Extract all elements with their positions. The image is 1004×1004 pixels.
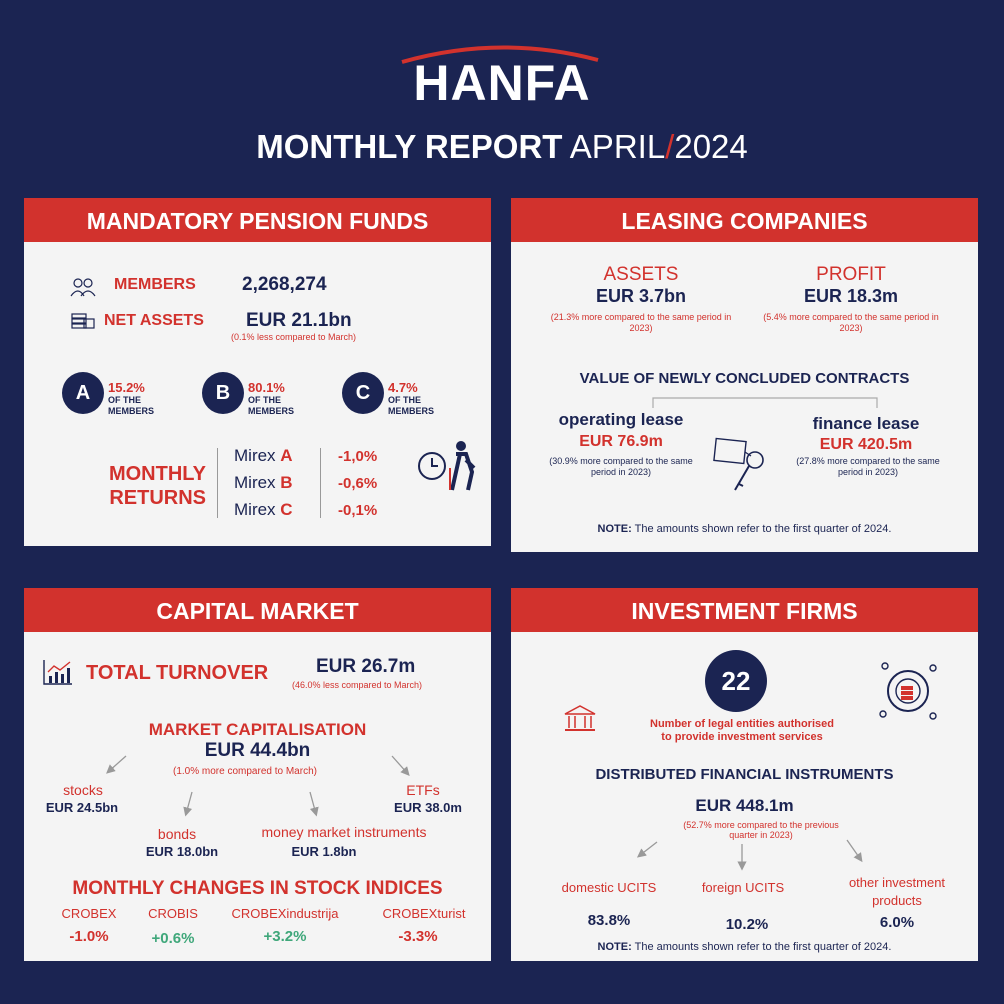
leasing-profit-value: EUR 18.3m [803, 286, 899, 306]
coins-icon [70, 310, 96, 332]
finance-lease-note: (27.8% more compared to the same period in 2023) [796, 456, 940, 477]
capital-panel [24, 588, 491, 961]
members-icon [70, 276, 96, 298]
index-crobis-value: +0.6% [151, 930, 195, 947]
mmi-value: EUR 1.8bn [291, 844, 357, 859]
returns-divider-right [320, 448, 321, 518]
returns-label-line1: MONTHLY [108, 463, 206, 485]
monthly-returns-label [96, 462, 206, 510]
members-label: MEMBERS [114, 276, 196, 293]
finance-lease-value: EUR 420.5m [819, 436, 913, 453]
operating-lease-value: EUR 76.9m [579, 433, 663, 450]
fund-c-badge: C [342, 372, 384, 414]
foreign-ucits-label: foreign UCITS [701, 880, 785, 895]
fund-b-label2: MEMBERS [248, 406, 295, 416]
mirex-c-value: -0,1% [338, 502, 378, 519]
leasing-note: NOTE: The amounts shown refer to the first quarter of 2024. [597, 523, 892, 535]
fund-b-share [248, 380, 294, 417]
dist-note: (52.7% more compared to the previous quarter in 2023) [683, 820, 839, 840]
mcap-note: (1.0% more compared to March) [173, 766, 317, 777]
index-crobexindustrija-value: +3.2% [263, 928, 307, 945]
fund-b-badge: B [202, 372, 244, 414]
mcap-value: EUR 44.4bn [204, 740, 311, 761]
pension-panel [24, 198, 491, 546]
leasing-header: LEASING COMPANIES [511, 198, 978, 242]
fund-c-pct: 4.7% [388, 380, 418, 395]
elderly-clock-icon [416, 438, 480, 494]
leasing-assets-note: (21.3% more compared to the same period in 2023) [550, 312, 732, 333]
operating-lease-label: operating lease [558, 410, 684, 429]
foreign-ucits-value: 10.2% [725, 916, 769, 933]
leasing-panel [511, 198, 978, 552]
pension-header: MANDATORY PENSION FUNDS [24, 198, 491, 242]
net-assets-value: EUR 21.1bn [246, 310, 352, 331]
index-crobexindustrija-name: CROBEXindustrija [231, 906, 339, 921]
logo-text: HANFA [413, 55, 591, 111]
leasing-profit-label: PROFIT [816, 264, 886, 285]
investment-panel [511, 588, 978, 961]
title-separator: / [665, 128, 675, 165]
mirex-b-value: -0,6% [338, 475, 378, 492]
mirex-a: Mirex A [234, 446, 293, 465]
mirex-c: Mirex C [234, 500, 293, 519]
investment-note: NOTE: The amounts shown refer to the first quarter of 2024. [597, 941, 892, 953]
fund-b-label1: OF THE [248, 395, 281, 405]
stocks-value: EUR 24.5bn [45, 800, 119, 815]
fund-c-share [388, 380, 434, 417]
mirex-a-value: -1,0% [338, 448, 378, 465]
fund-a-label2: MEMBERS [108, 406, 155, 416]
index-crobex-value: -1.0% [69, 928, 109, 945]
index-crobexturist-value: -3.3% [398, 928, 438, 945]
indices-title: MONTHLY CHANGES IN STOCK INDICES [72, 878, 443, 899]
fund-a-badge: A [62, 372, 104, 414]
fund-c-label2: MEMBERS [388, 406, 435, 416]
dist-value: EUR 448.1m [695, 796, 794, 815]
index-crobexturist-name: CROBEXturist [382, 906, 466, 921]
mmi-label: money market instruments [261, 824, 427, 840]
contracts-title: VALUE OF NEWLY CONCLUDED CONTRACTS [579, 370, 910, 387]
page-title [0, 128, 1004, 166]
fund-c-label1: OF THE [388, 395, 421, 405]
stocks-label: stocks [63, 782, 103, 798]
car-key-icon [711, 434, 777, 494]
returns-label-line2: RETURNS [109, 487, 206, 509]
domestic-ucits-value: 83.8% [587, 912, 631, 929]
entities-count-label: Number of legal entities authorised to provide investment services [650, 718, 834, 743]
dist-title: DISTRIBUTED FINANCIAL INSTRUMENTS [595, 766, 894, 783]
etfs-value: EUR 38.0m [394, 800, 462, 815]
leasing-profit-note: (5.4% more compared to the same period in 2023) [763, 312, 939, 333]
finance-lease-label: finance lease [812, 414, 920, 433]
fund-a-pct: 15.2% [108, 380, 145, 395]
net-assets-label: NET ASSETS [104, 312, 204, 329]
returns-divider-left [217, 448, 218, 518]
net-assets-note: (0.1% less compared to March) [231, 332, 357, 342]
other-products-label: other investment products [848, 875, 946, 908]
investment-header: INVESTMENT FIRMS [511, 588, 978, 632]
bonds-label: bonds [157, 826, 197, 842]
turnover-value: EUR 26.7m [316, 656, 416, 677]
mirex-b: Mirex B [234, 473, 293, 492]
turnover-label: TOTAL TURNOVER [86, 662, 269, 684]
index-crobis-name: CROBIS [148, 906, 198, 921]
title-year: 2024 [674, 128, 748, 165]
index-crobex-name: CROBEX [61, 906, 117, 921]
leasing-assets-value: EUR 3.7bn [595, 286, 687, 306]
members-value: 2,268,274 [242, 274, 327, 295]
bonds-value: EUR 18.0bn [145, 844, 219, 859]
entities-count-badge: 22 [705, 650, 767, 712]
etfs-label: ETFs [406, 782, 440, 798]
turnover-note: (46.0% less compared to March) [292, 680, 423, 690]
other-products-value: 6.0% [879, 914, 915, 931]
domestic-ucits-label: domestic UCITS [561, 880, 657, 895]
operating-lease-note: (30.9% more compared to the same period in 2023) [549, 456, 693, 477]
mcap-label: MARKET CAPITALISATION [148, 720, 367, 739]
capital-header: CAPITAL MARKET [24, 588, 491, 632]
title-bold: MONTHLY REPORT [256, 128, 563, 165]
fund-a-share [108, 380, 154, 417]
fund-a-label1: OF THE [108, 395, 141, 405]
title-month: APRIL [569, 128, 666, 165]
fund-b-pct: 80.1% [248, 380, 285, 395]
contracts-bracket [651, 396, 881, 410]
leasing-assets-label: ASSETS [603, 264, 679, 285]
